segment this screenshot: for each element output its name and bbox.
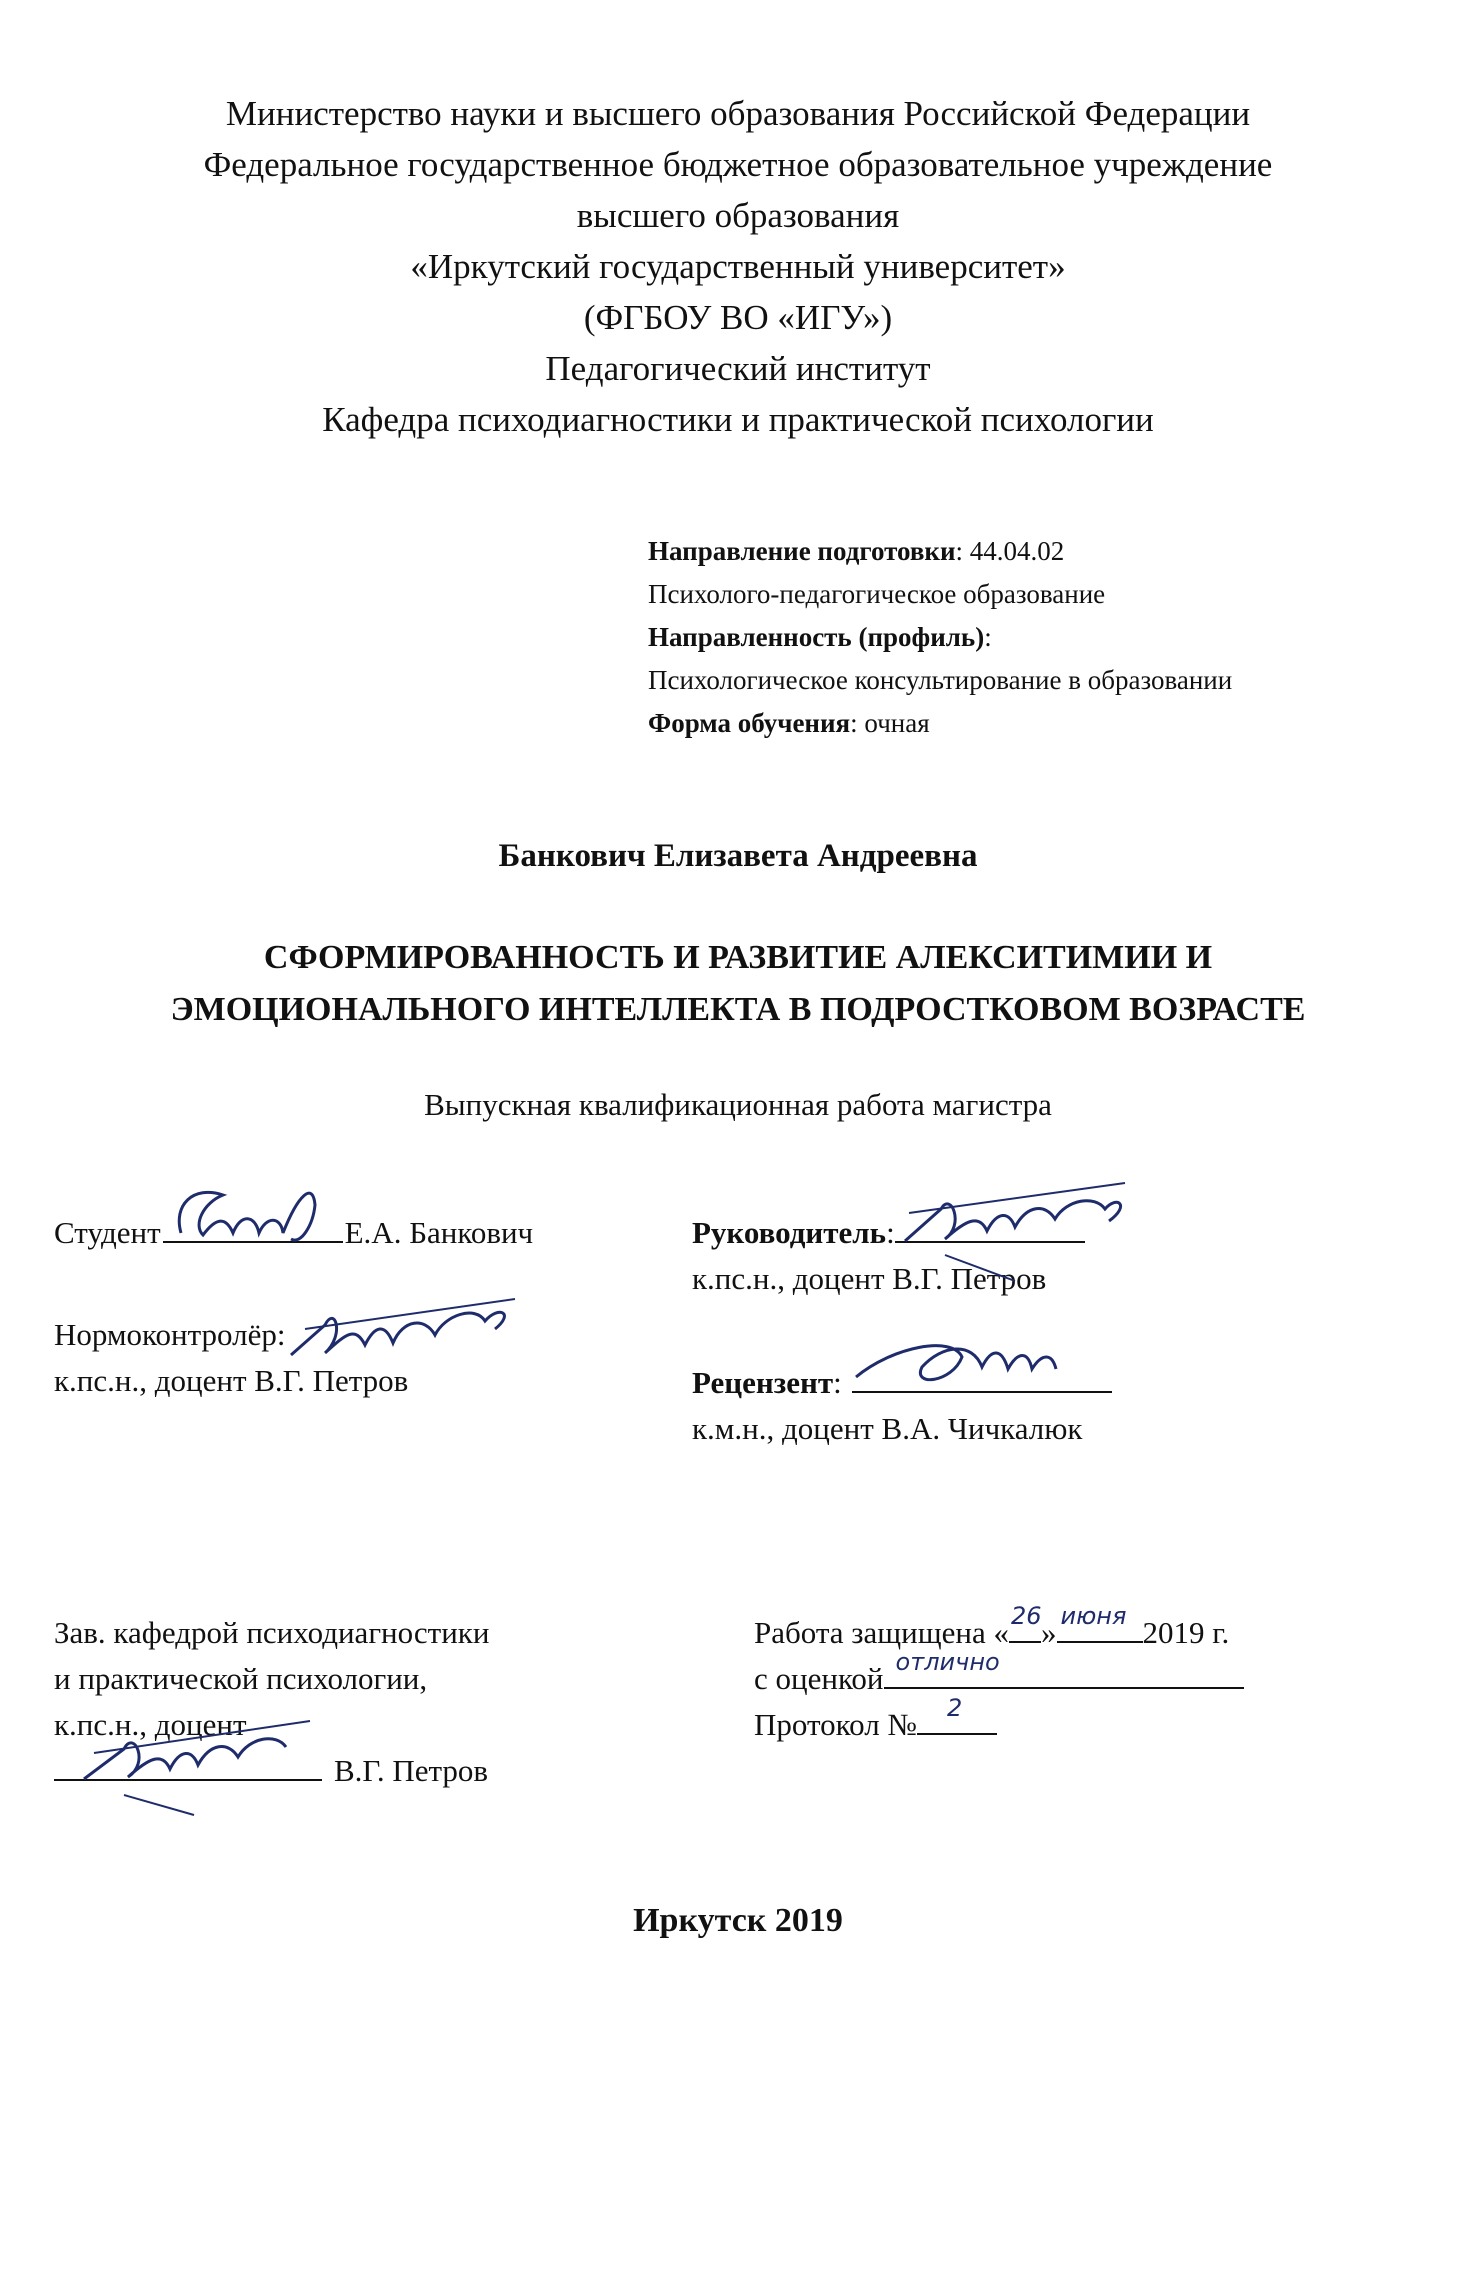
thesis-title-line-1: СФОРМИРОВАННОСТЬ И РАЗВИТИЕ АЛЕКСИТИМИИ И	[263, 939, 1213, 976]
grade-value: отлично	[895, 1648, 1000, 1676]
student-name: Е.А. Банкович	[344, 1215, 534, 1250]
head-block	[54, 1610, 489, 1794]
university-abbr-line: (ФГБОУ ВО «ИГУ»)	[583, 298, 893, 337]
head-name: В.Г. Петров	[334, 1753, 489, 1788]
supervisor-label: Руководитель	[692, 1215, 887, 1250]
form-value: : очная	[850, 708, 930, 738]
institution-header	[0, 88, 1476, 445]
student-signature	[163, 1175, 343, 1245]
protocol-row	[754, 1694, 1244, 1748]
reviewer-signature	[852, 1327, 1112, 1397]
normocontrol-credentials: к.пс.н., доцент В.Г. Петров	[54, 1363, 409, 1398]
reviewer-signature-line	[852, 1361, 1112, 1393]
education-level-line: высшего образования	[576, 196, 900, 235]
supervisor-signature	[895, 1185, 1125, 1275]
profile-value: Психологическое консультирование в образовании	[648, 665, 1233, 695]
direction-name: Психолого-педагогическое образование	[648, 579, 1106, 609]
reviewer-row	[692, 1360, 1112, 1406]
form-label: Форма обучения	[648, 708, 851, 738]
author-name: Банкович Елизавета Андреевна	[498, 838, 978, 874]
direction-row	[648, 530, 1448, 573]
institute-line: Педагогический институт	[545, 349, 931, 388]
university-name-line: «Иркутский государственный университет»	[410, 247, 1066, 286]
student-label: Студент	[54, 1215, 161, 1250]
profile-label: Направленность (профиль)	[648, 622, 985, 652]
defense-day-field	[1009, 1602, 1042, 1643]
defense-block	[754, 1602, 1244, 1748]
protocol-field	[917, 1694, 997, 1735]
supervisor-signature-line	[895, 1211, 1085, 1243]
student-block	[54, 1210, 533, 1256]
supervisor-credentials: к.пс.н., доцент В.Г. Петров	[692, 1261, 1047, 1296]
defense-year: 2019 г.	[1142, 1615, 1230, 1650]
reviewer-label: Рецензент	[692, 1365, 834, 1400]
normocontrol-row	[54, 1312, 505, 1358]
head-line-2: и практической психологии,	[54, 1661, 428, 1696]
city-year: Иркутск 2019	[633, 1902, 843, 1939]
supervisor-colon: :	[886, 1215, 895, 1250]
head-signature	[54, 1719, 314, 1809]
head-line-3: к.пс.н., доцент	[54, 1707, 247, 1742]
defense-mid: »	[1041, 1615, 1057, 1650]
defense-prefix: Работа защищена «	[754, 1615, 1009, 1650]
head-line-1: Зав. кафедрой психодиагностики	[54, 1615, 490, 1650]
profile-row	[648, 616, 1448, 659]
department-line: Кафедра психодиагностики и практической психологии	[322, 400, 1154, 439]
reviewer-block	[692, 1360, 1112, 1452]
grade-row	[754, 1648, 1244, 1702]
supervisor-row	[692, 1210, 1085, 1256]
head-signature-line	[54, 1749, 322, 1781]
protocol-number: 2	[947, 1694, 963, 1722]
program-info	[648, 530, 1448, 745]
supervisor-block	[692, 1210, 1085, 1302]
normocontrol-signature	[285, 1295, 515, 1375]
institution-type-line: Федеральное государственное бюджетное образовательное учреждение	[203, 145, 1273, 184]
defense-month: июня	[1060, 1602, 1127, 1630]
student-signature-line	[163, 1211, 343, 1243]
reviewer-credentials: к.м.н., доцент В.А. Чичкалюк	[692, 1411, 1083, 1446]
ministry-line: Министерство науки и высшего образования Российской Федерации	[225, 94, 1251, 133]
defense-day: 26	[1011, 1602, 1042, 1630]
normocontrol-block	[54, 1312, 505, 1404]
direction-code: : 44.04.02	[955, 536, 1065, 566]
grade-label: с оценкой	[754, 1661, 884, 1696]
direction-label: Направление подготовки	[648, 536, 956, 566]
grade-field	[884, 1648, 1244, 1689]
thesis-title-line-2: ЭМОЦИОНАЛЬНОГО ИНТЕЛЛЕКТА В ПОДРОСТКОВОМ ВОЗРАСТЕ	[170, 991, 1306, 1028]
thesis-title	[0, 932, 1476, 1036]
form-row	[648, 702, 1448, 745]
protocol-label: Протокол №	[754, 1707, 917, 1742]
work-type: Выпускная квалификационная работа магистра	[424, 1087, 1052, 1122]
reviewer-colon: :	[833, 1365, 842, 1400]
head-signature-row	[54, 1748, 489, 1794]
normocontrol-label: Нормоконтролёр:	[54, 1317, 286, 1352]
normocontrol-signature-slot	[285, 1315, 505, 1345]
profile-colon: :	[984, 622, 992, 652]
defense-month-field	[1057, 1602, 1143, 1643]
